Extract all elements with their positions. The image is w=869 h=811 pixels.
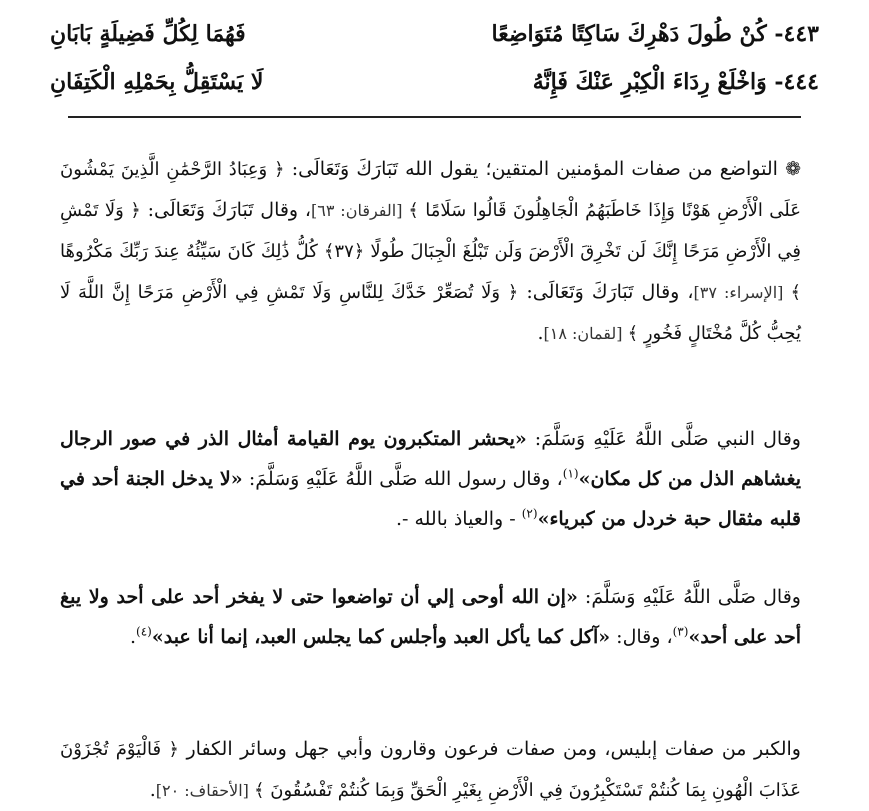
para1-link-1: ، وقال تَبَارَكَ وَتَعَالَى: — [140, 199, 312, 221]
para4-end: . — [149, 779, 156, 801]
para4-intro: والكبر من صفات إبليس، ومن صفات فرعون وقارون وأبي جهل وسائر الكفار — [178, 738, 801, 760]
verse-444-second-hemistich: لَا يَسْتَقِلُّ بِحَمْلِهِ الْكَتِفَانِ — [50, 69, 264, 95]
para3-end: . — [129, 626, 137, 648]
poem-verses — [50, 10, 819, 106]
paragraph-hadith-arrogant — [60, 419, 801, 539]
para1-link-2: ، وقال تَبَارَكَ وَتَعَالَى: — [518, 281, 694, 303]
paragraph-humility-verses — [60, 149, 801, 354]
para1-end: . — [537, 322, 544, 344]
para1-intro: ❁ التواضع من صفات المؤمنين المتقين؛ يقول الله تَبَارَكَ وَتَعَالَى: — [284, 158, 802, 180]
footnote-marker-2: (٢) — [521, 506, 538, 521]
ref-isra-37: [الإسراء: ٣٧] — [693, 283, 791, 302]
paragraph-arrogance-iblis — [60, 729, 801, 811]
quran-isra-37: ﴿ وَلَا تَمْشِ فِي الْأَرْضِ مَرَحًا إِنَّكَ لَن تَخْرِقَ الْأَرْضَ وَلَن تَبْلُغَ الْجِبَالَ طُولًا ﴿٣٧﴾ كُلُّ ذَٰلِكَ كَانَ سَيِّئُهُ عِندَ رَبِّكَ مَكْرُوهًا ﴾ — [60, 200, 802, 303]
footnote-marker-3: (٣) — [672, 624, 689, 639]
para3-intro: وقال صَلَّى اللَّهُ عَلَيْهِ وَسَلَّمَ: — [577, 586, 801, 608]
verse-443-second-hemistich: فَهُمَا لِكُلِّ فَضِيلَةٍ بَابَانِ — [50, 21, 246, 47]
para3-link: ، وقال: — [610, 626, 673, 648]
hadith-mutakabbirun: «يحشر المتكبرون يوم القيامة أمثال الذر في صور الرجال يغشاهم الذل من كل مكان» — [60, 428, 801, 490]
para2-end: - والعياذ بالله -. — [395, 508, 522, 530]
verse-444-first-hemistich: ٤٤٤- وَاخْلَعْ رِدَاءَ الْكِبْرِ عَنْكَ فَإِنَّهُ — [532, 69, 819, 95]
hadith-tawadau: «إن الله أوحى إلي أن تواضعوا حتى لا يفخر أحد على أحد ولا يبغ أحد على أحد» — [60, 586, 801, 648]
separator-rule — [68, 116, 801, 118]
ref-furqan-63: [الفرقان: ٦٣] — [311, 201, 409, 220]
footnote-marker-1: (١) — [562, 466, 579, 481]
quran-luqman-18: ﴿ وَلَا تُصَعِّرْ خَدَّكَ لِلنَّاسِ وَلَا تَمْشِ فِي الْأَرْضِ مَرَحًا إِنَّ اللَّهَ لَا يُحِبُّ كُلَّ مُخْتَالٍ فَخُورٍ ﴾ — [60, 282, 801, 344]
footnote-marker-4: (٤) — [136, 624, 152, 639]
para2-link: ، وقال رسول الله صَلَّى اللَّهُ عَلَيْهِ وَسَلَّمَ: — [242, 468, 563, 490]
quran-furqan-63: ﴿ وَعِبَادُ الرَّحْمَٰنِ الَّذِينَ يَمْشُونَ عَلَى الْأَرْضِ هَوْنًا وَإِذَا خَاطَبَهُمُ الْجَاهِلُونَ قَالُوا سَلَامًا ﴾ — [60, 159, 802, 221]
paragraph-hadith-humility — [60, 577, 801, 657]
verse-443-first-hemistich: ٤٤٣- كُنْ طُولَ دَهْرِكَ سَاكِتًا مُتَوَاضِعًا — [491, 21, 819, 47]
ref-ahqaf-20: [الأحقاف: ٢٠] — [155, 781, 255, 800]
hadith-akul-kama: «آكل كما يأكل العبد وأجلس كما يجلس العبد، إنما أنا عبد» — [151, 626, 611, 648]
verse-443 — [50, 12, 819, 56]
ref-luqman-18: [لقمان: ١٨] — [543, 324, 628, 343]
verse-444 — [50, 60, 819, 104]
hadith-la-yadkhul-aljanna: «لا يدخل الجنة أحد في قلبه مثقال حبة خردل من كبرياء» — [60, 468, 801, 530]
quran-ahqaf-20: ﴿ فَالْيَوْمَ تُجْزَوْنَ عَذَابَ الْهُونِ بِمَا كُنتُمْ تَسْتَكْبِرُونَ فِي الْأَرْضِ بِغَيْرِ الْحَقِّ وَبِمَا كُنتُمْ تَفْسُقُونَ ﴾ — [60, 739, 801, 801]
para2-intro: وقال النبي صَلَّى اللَّهُ عَلَيْهِ وَسَلَّمَ: — [526, 428, 801, 450]
